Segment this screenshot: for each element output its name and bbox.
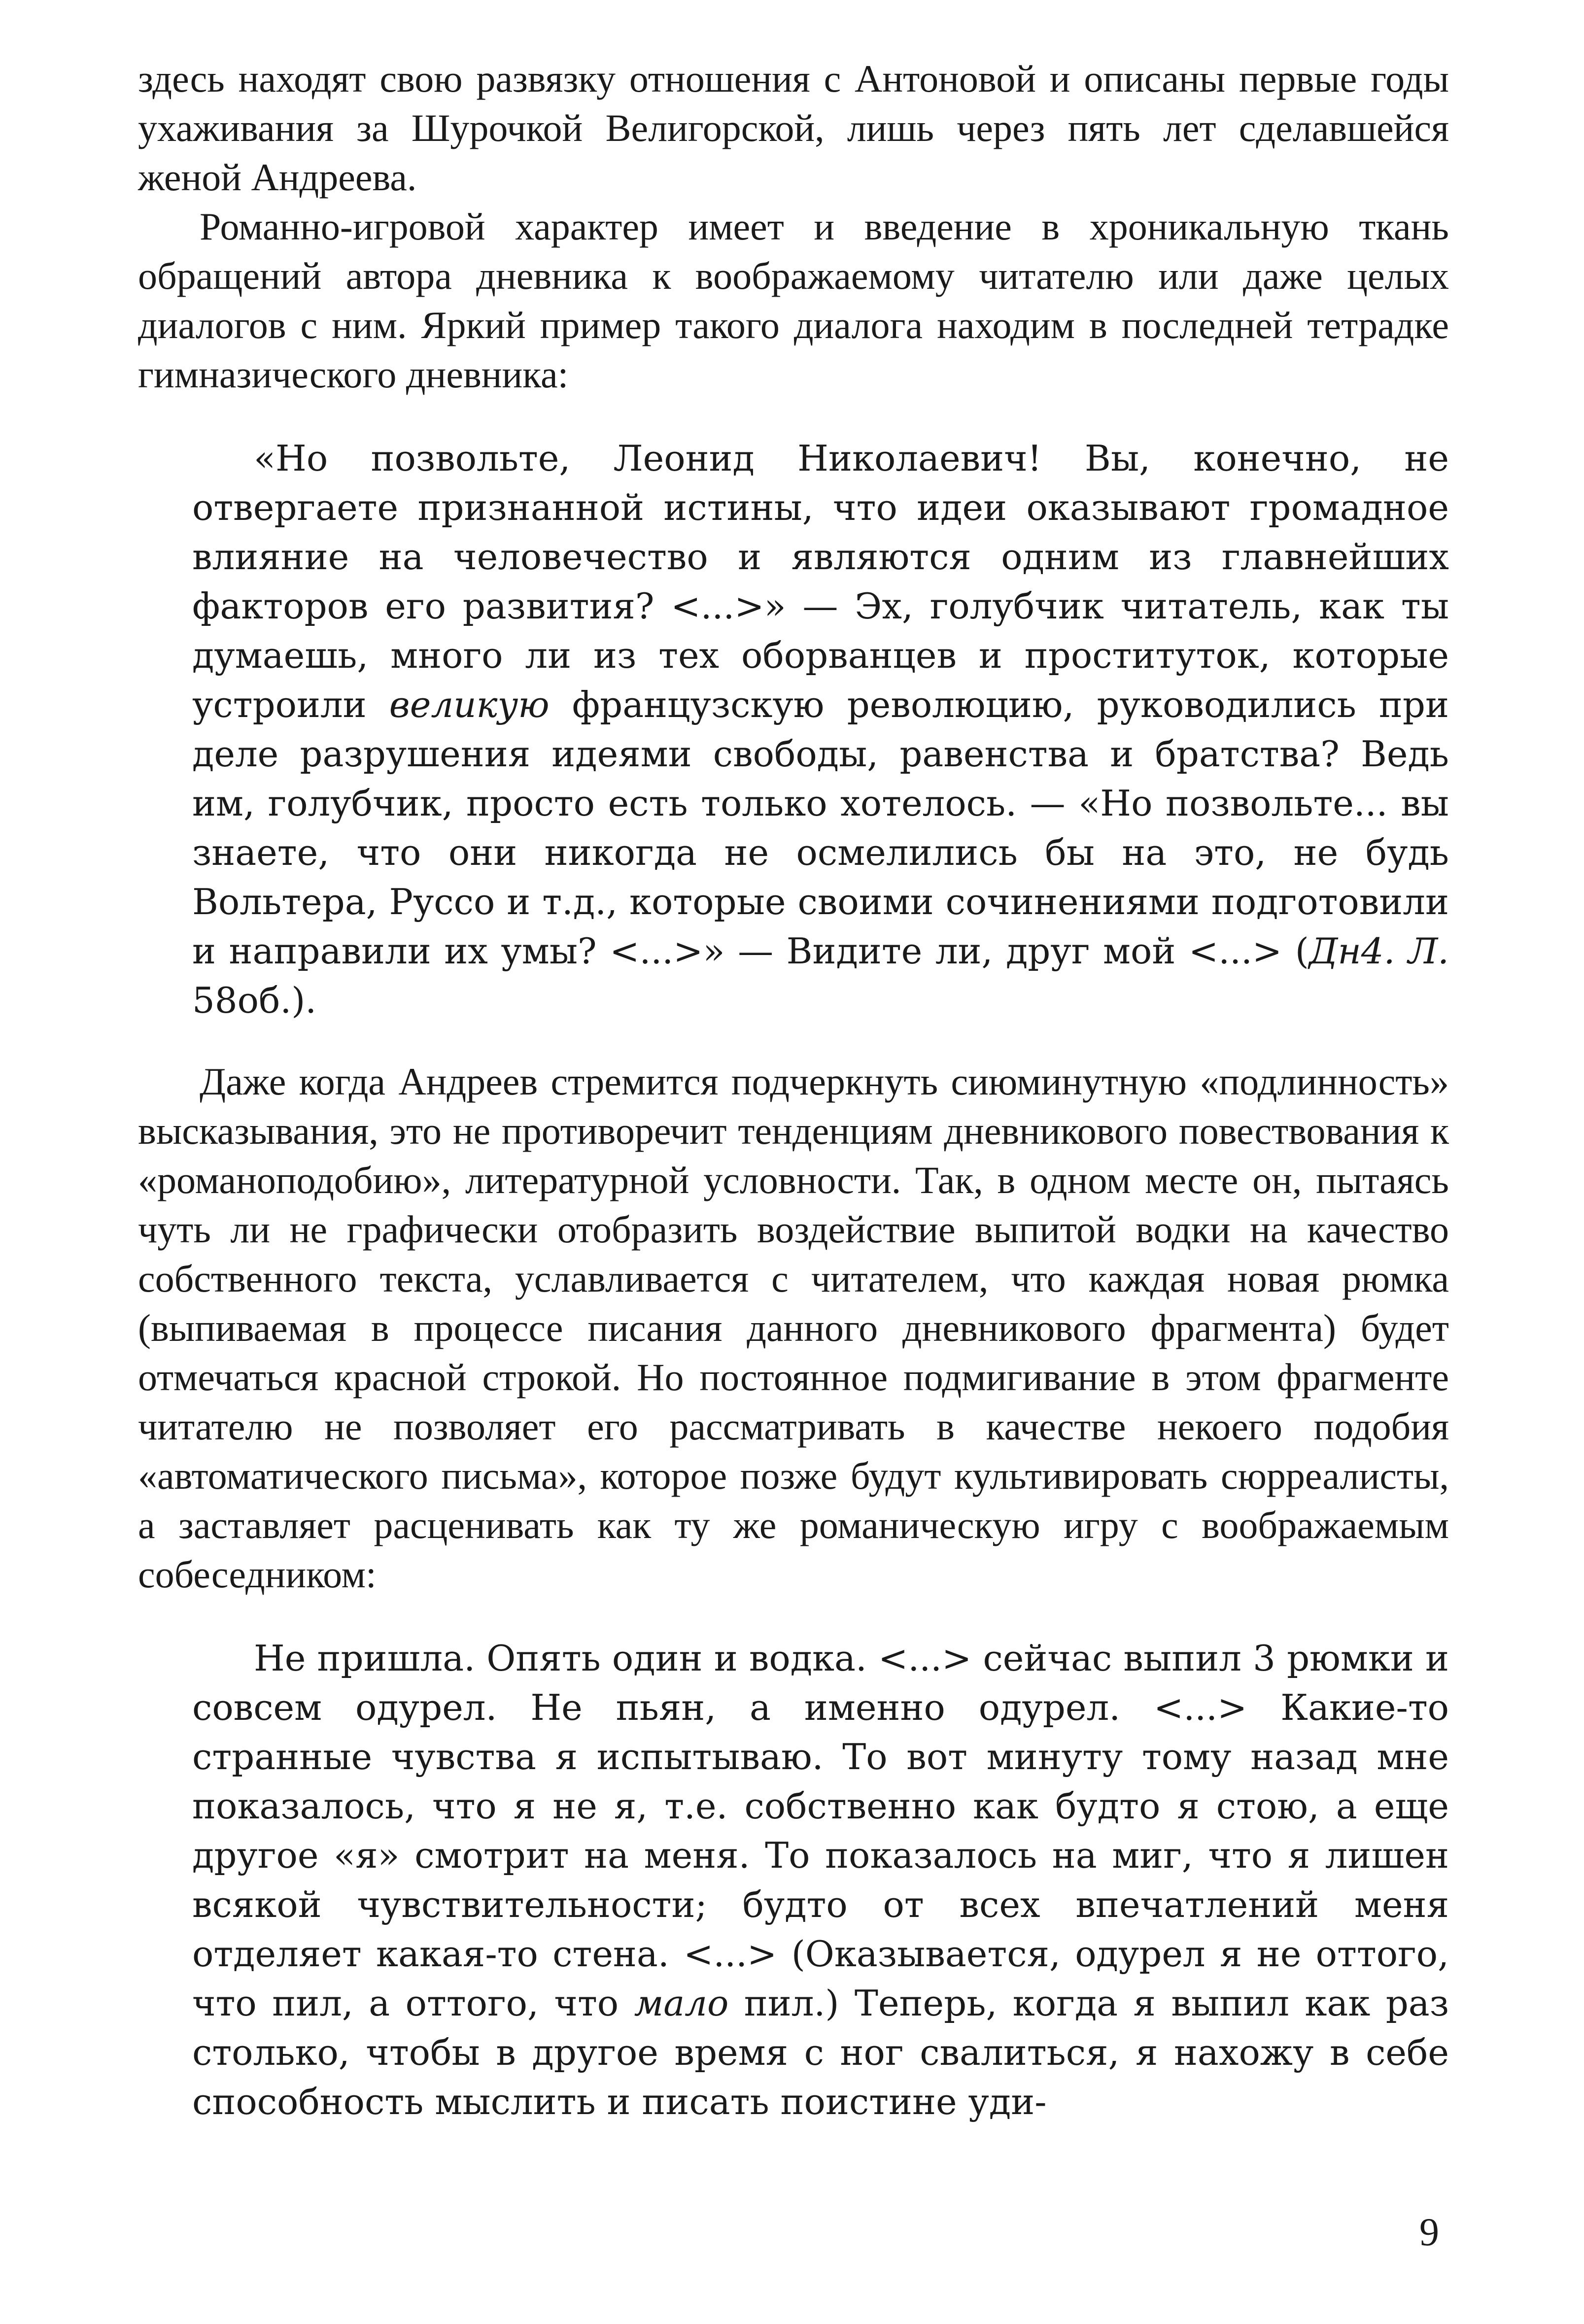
quote-2-text-continued: пил.) Теперь, когда я выпил как раз столько, чтобы в другое время с ног свалиться, я нахожу в себе способность мыслить и писать поистине уди- [192, 1982, 1449, 2122]
quote-1-citation-page: 58об.). [192, 980, 317, 1021]
page-content [138, 54, 1449, 2126]
spacer [138, 1025, 1449, 1057]
paragraph-2: Романно-игровой характер имеет и введение в хроникальную ткань обращений автора дневника к воображаемому читателю или даже целых диалогов с ним. Яркий пример такого диалога находим в последней тетрадке гимназического дневника: [138, 205, 1449, 396]
page-number: 9 [1419, 2211, 1439, 2254]
quote-1-text: «Но позвольте, Леонид Николаевич! Вы, конечно, не отвергаете признанной истины, что идеи оказывают громадное влияние на человечество и являются одним из главнейших факторов его развития? <...>» — Эх, голубчик читатель, как ты думаешь, много ли из тех оборванцев и проституток, которые устроили [192, 438, 1449, 725]
quote-1-citation: Дн4. Л. [1309, 930, 1449, 972]
paragraph-3: Даже когда Андреев стремится подчеркнуть сиюминутную «подлинность» высказывания, это не противоречит тенденциям дневникового повествования к «романоподобию», литературной условности. Так, в одном месте он, пытаясь чуть ли не графически отобразить воздействие выпитой водки на качество собственного текста, уславливается с читателем, что каждая новая рюмка (выпиваемая в процессе писания данного дневникового фрагмента) будет отмечаться красной строкой. Но постоянное подмигивание в этом фрагменте читателю не позволяет его рассматривать в качестве некоего подобия «автоматического письма», которое позже будут культивировать сюрреалисты, а заставляет расценивать как ту же романическую игру с воображаемым собеседником: [138, 1060, 1449, 1596]
quote-1-text-continued: французскую революцию, руководились при деле разрушения идеями свободы, равенства и братства? Ведь им, голубчик, просто есть только хотелось. — «Но позвольте... вы знаете, что они никогда не осмелились бы на это, не будь Вольтера, Руссо и т.д., которые своими сочинениями подготовили и направили их умы? <...>» — Видите ли, друг мой <...> ( [192, 684, 1449, 972]
quote-block-1 [192, 434, 1449, 1025]
quote-1-emphasis: великую [389, 684, 550, 725]
spacer [138, 399, 1449, 434]
paragraph-1: здесь находят свою развязку отношения с Антоновой и описаны первые годы ухаживания за Шурочкой Велигорской, лишь через пять лет сделавшейся женой Андреева. [138, 57, 1449, 199]
quote-2-emphasis: мало [634, 1982, 729, 2024]
quote-2-text: Не пришла. Опять один и водка. <...> сейчас выпил 3 рюмки и совсем одурел. Не пьян, а именно одурел. <...> Какие-то странные чувства я испытываю. То вот минуту тому назад мне показалось, что я не я, т.е. собственно как будто я стою, а еще другое «я» смотрит на меня. То показалось на миг, что я лишен всякой чувствительности; будто от всех впечатлений меня отделяет какая-то стена. <...> (Оказывается, одурел я не оттого, что пил, а оттого, что [192, 1638, 1449, 2024]
spacer [138, 1599, 1449, 1634]
quote-block-2 [192, 1634, 1449, 2126]
